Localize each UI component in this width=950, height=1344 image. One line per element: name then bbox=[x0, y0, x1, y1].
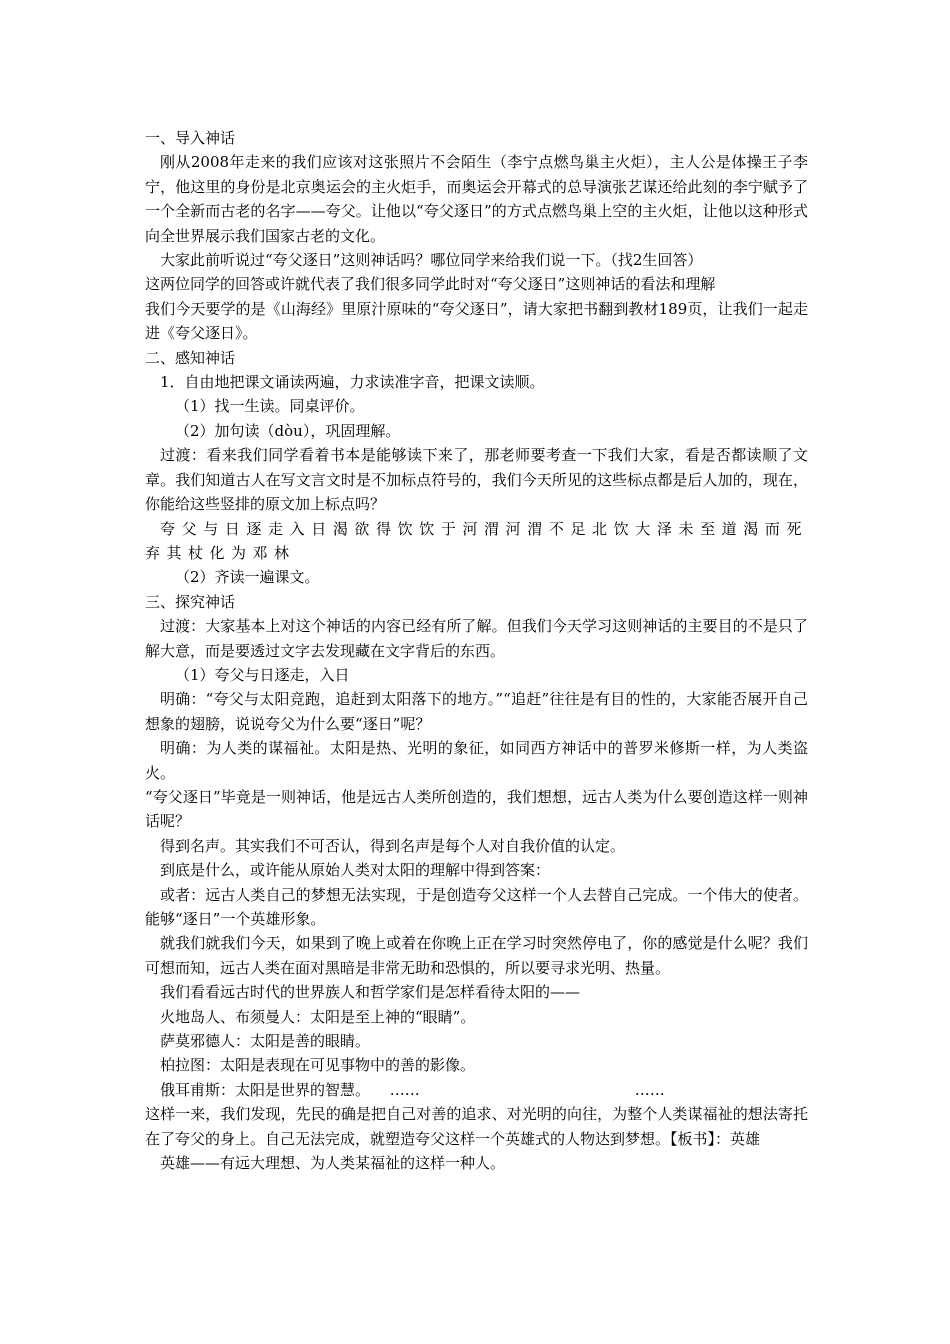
paragraph: 明确：为人类的谋福祉。太阳是热、光明的象征，如同西方神话中的普罗米修斯一样，为人类盗火。 bbox=[145, 739, 808, 782]
quote-line bbox=[145, 1078, 808, 1102]
paragraph: 过渡：大家基本上对这个神话的内容已经有所了解。但我们今天学习这则神话的主要目的不是只了解大意，而是要透过文字去发现藏在文字背后的东西。 bbox=[145, 617, 808, 660]
paragraph: 到底是什么，或许能从原始人类对太阳的理解中得到答案： bbox=[160, 861, 551, 880]
section-heading-perceive: 二、感知神话 bbox=[145, 348, 236, 367]
paragraph: 明确：“夸父与太阳竞跑，追赶到太阳落下的地方。”“追赶”往往是有目的性的，大家能否展开自己想象的翅膀，说说夸父为什么要“逐日”呢？ bbox=[145, 690, 808, 733]
list-item: （2）齐读一遍课文。 bbox=[175, 568, 320, 587]
section-heading-explore: 三、探究神话 bbox=[145, 592, 236, 611]
paragraph: 这两位同学的回答或许就代表了我们很多同学此时对“夸父逐日”这则神话的看法和理解 bbox=[145, 275, 716, 294]
paragraph: 大家此前听说过“夸父逐日”这则神话吗？哪位同学来给我们说一下。（找2生回答） bbox=[160, 251, 703, 270]
ellipsis: …… bbox=[389, 1080, 420, 1099]
paragraph: 刚从2008年走来的我们应该对这张照片不会陌生（李宁点燃鸟巢主火炬），主人公是体操王子李宁，他这里的身份是北京奥运会的主火炬手，而奥运会开幕式的总导演张艺谋还给此刻的李宁赋予了一个全新而古老的名字——夸父。让他以“夸父逐日”的方式点燃鸟巢上空的主火炬，让他以这种形式向全世界展示我们国家古老的文化。 bbox=[145, 153, 808, 245]
paragraph: 或者：远古人类自己的梦想无法实现，于是创造夸父这样一个人去替自己完成。一个伟大的使者。能够“逐日”一个英雄形象。 bbox=[145, 885, 808, 928]
list-item: （1）夸父与日逐走，入日 bbox=[175, 665, 350, 684]
section-heading-intro: 一、导入神话 bbox=[145, 129, 236, 147]
list-item: （1）找一生读。同桌评价。 bbox=[175, 397, 365, 416]
paragraph: 这样一来，我们发现，先民的确是把自己对善的追求、对光明的向往，为整个人类谋福祉的想法寄托在了夸父的身上。自己无法完成，就塑造夸父这样一个英雄式的人物达到梦想。【板书】：英雄 bbox=[145, 1105, 808, 1148]
paragraph: 我们看看远古时代的世界族人和哲学家们是怎样看待太阳的—— bbox=[160, 983, 581, 1002]
paragraph: 就我们就我们今天，如果到了晚上或着在你晚上正在学习时突然停电了，你的感觉是什么呢？我们可想而知，远古人类在面对黑暗是非常无助和恐惧的，所以要寻求光明、热量。 bbox=[145, 934, 808, 977]
classical-text-passage: 夸父与日逐走入日渴欲得饮饮于河渭河渭不足北饮大泽未至道渴而死弃其杖化为邓林 bbox=[145, 519, 808, 562]
quote-line: 火地岛人、布须曼人：太阳是至上神的“眼睛”。 bbox=[160, 1007, 476, 1026]
list-item: 1．自由地把课文诵读两遍，力求读准字音，把课文读顺。 bbox=[160, 373, 545, 392]
paragraph: 过渡：看来我们同学看着书本是能够读下来了，那老师要考查一下我们大家，看是否都读顺了文章。我们知道古人在写文言文时是不加标点符号的，我们今天所见的这些标点都是后人加的，现在，你能给这些竖排的原文加上标点吗？ bbox=[145, 446, 808, 514]
paragraph: 我们今天要学的是《山海经》里原汁原味的“夸父逐日”，请大家把书翻到教材189页，让我们一起走进《夸父逐日》。 bbox=[145, 299, 808, 343]
quote-text: 俄耳甫斯：太阳是世界的智慧。 bbox=[160, 1080, 371, 1099]
paragraph: “夸父逐日”毕竟是一则神话，他是远古人类所创造的，我们想想，远古人类为什么要创造这样一则神话呢？ bbox=[145, 787, 808, 831]
paragraph: 得到名声。其实我们不可否认，得到名声是每个人对自我价值的认定。 bbox=[160, 836, 626, 855]
list-item: （2）加句读（dòu），巩固理解。 bbox=[175, 421, 401, 440]
quote-line: 萨莫邪德人：太阳是善的眼睛。 bbox=[160, 1032, 371, 1051]
ellipsis: …… bbox=[634, 1080, 665, 1099]
quote-line: 柏拉图：太阳是表现在可见事物中的善的影像。 bbox=[160, 1056, 476, 1075]
paragraph: 英雄——有远大理想、为人类某福祉的这样一种人。 bbox=[160, 1154, 506, 1173]
document-body bbox=[145, 126, 808, 1175]
